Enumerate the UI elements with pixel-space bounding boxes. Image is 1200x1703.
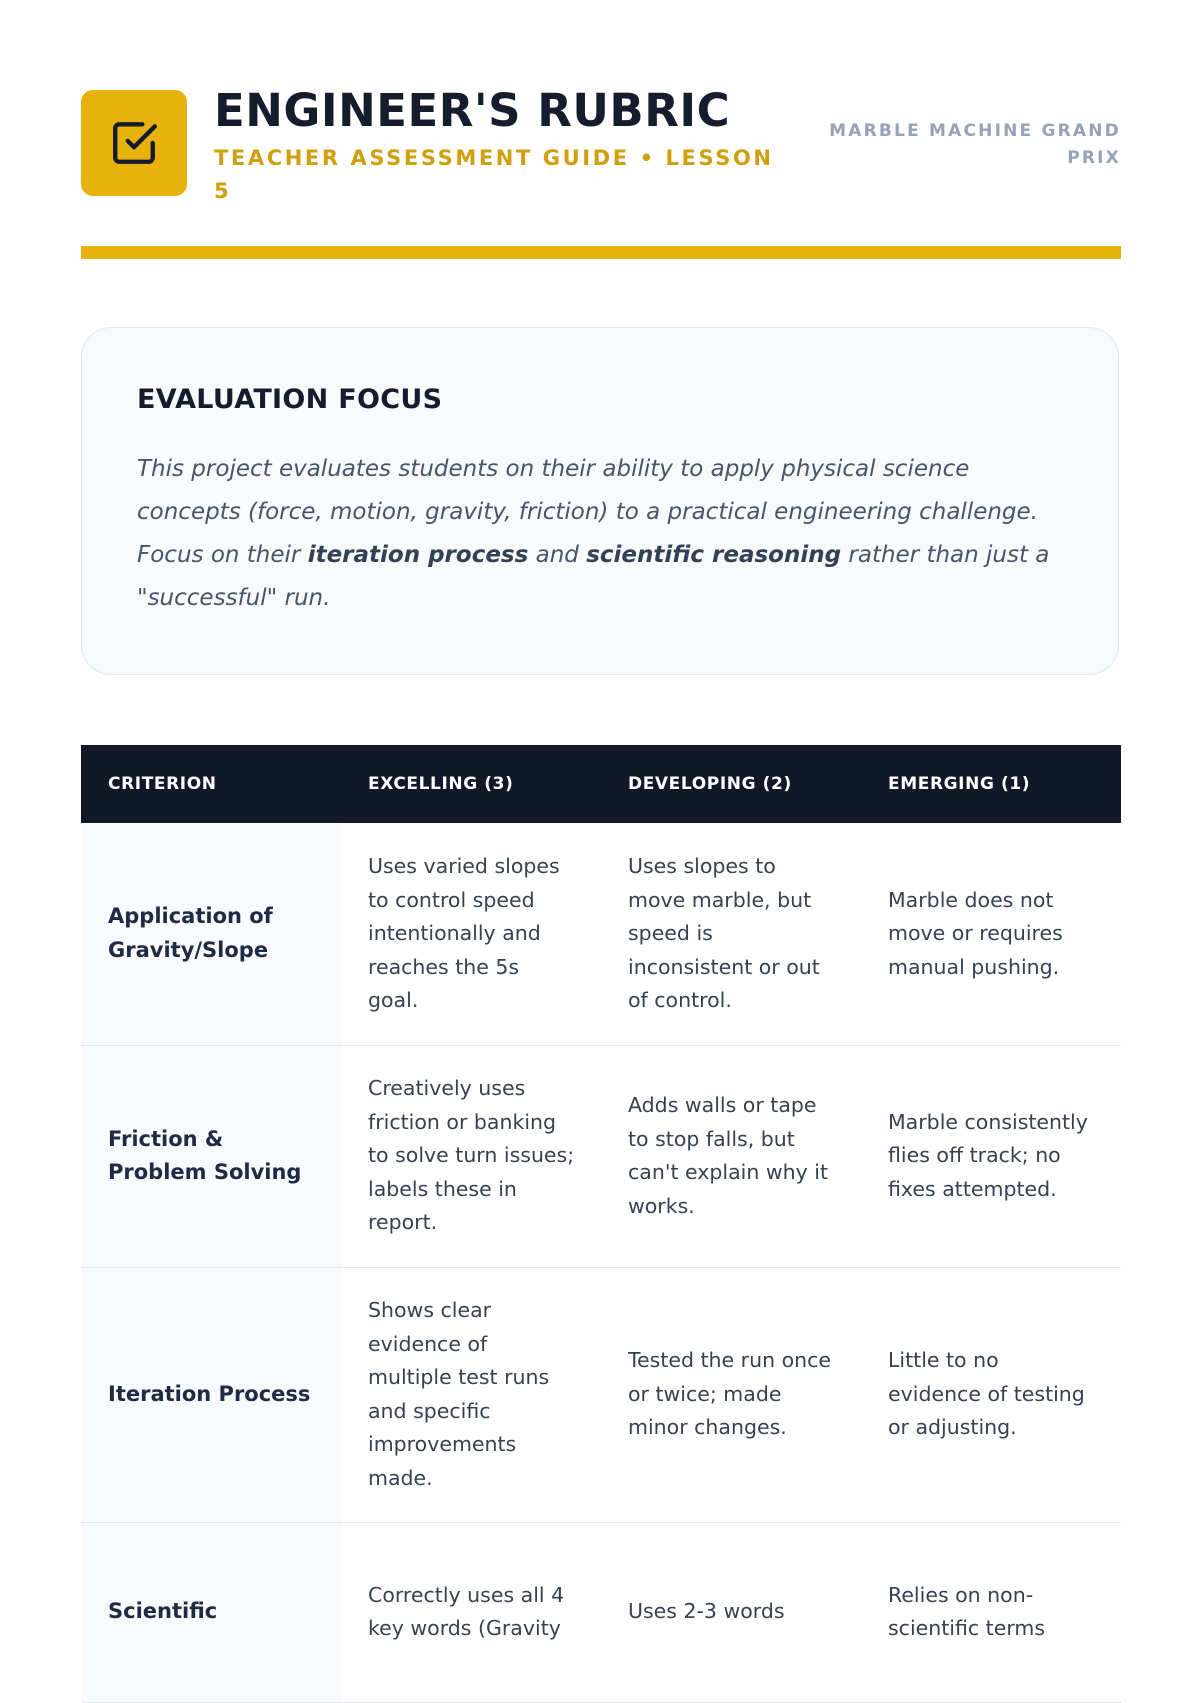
focus-text-part: This project evaluates students on their ability to apply physical science concepts (force, motion, gravity, friction) to a practical engineering challenge. Focus on their [137,456,1038,568]
criterion-cell: Friction & Problem Solving [81,1045,341,1267]
column-header-criterion: CRITERION [81,745,341,823]
evaluation-focus-card [81,327,1119,675]
header-divider [81,246,1121,259]
page-subtitle: TEACHER ASSESSMENT GUIDE • LESSON 5 [214,146,774,203]
column-header-developing: DEVELOPING (2) [601,745,861,823]
focus-emphasis-reasoning: scientific reasoning [586,542,842,568]
column-header-excelling: EXCELLING (3) [341,745,601,823]
table-row [81,1045,1121,1267]
table-row [81,1522,1121,1702]
logo-badge [81,90,187,196]
emerging-cell: Relies on non-scientific terms [861,1522,1121,1702]
excelling-cell: Creatively uses friction or banking to solve turn issues; labels these in report. [341,1045,601,1267]
focus-text-part: rather than just a "successful" run. [137,542,1050,611]
evaluation-focus-title: EVALUATION FOCUS [137,384,443,415]
column-header-emerging: EMERGING (1) [861,745,1121,823]
table-row [81,823,1121,1045]
emerging-cell: Little to no evidence of testing or adjusting. [861,1267,1121,1522]
criterion-cell: Scientific [81,1522,341,1702]
excelling-cell: Uses varied slopes to control speed intentionally and reaches the 5s goal. [341,823,601,1045]
focus-emphasis-iteration: iteration process [307,542,529,568]
rubric-page [81,0,1121,1640]
table-row [81,1267,1121,1522]
developing-cell: Uses 2-3 words [601,1522,861,1702]
project-name: MARBLE MACHINE GRAND PRIX [829,121,1121,168]
evaluation-focus-text [137,448,1072,620]
page-header [81,84,1121,240]
emerging-cell: Marble does not move or requires manual pushing. [861,823,1121,1045]
checkbox-check-icon [109,118,159,168]
criterion-cell: Iteration Process [81,1267,341,1522]
developing-cell: Tested the run once or twice; made minor changes. [601,1267,861,1522]
rubric-table [81,745,1121,1703]
excelling-cell: Shows clear evidence of multiple test runs and specific improvements made. [341,1267,601,1522]
developing-cell: Uses slopes to move marble, but speed is inconsistent or out of control. [601,823,861,1045]
focus-text-part: and [528,542,587,568]
page-title: ENGINEER'S RUBRIC [214,84,731,137]
developing-cell: Adds walls or tape to stop falls, but can't explain why it works. [601,1045,861,1267]
rubric-header-row [81,745,1121,823]
emerging-cell: Marble consistently flies off track; no fixes attempted. [861,1045,1121,1267]
excelling-cell: Correctly uses all 4 key words (Gravity [341,1522,601,1702]
criterion-cell: Application of Gravity/Slope [81,823,341,1045]
